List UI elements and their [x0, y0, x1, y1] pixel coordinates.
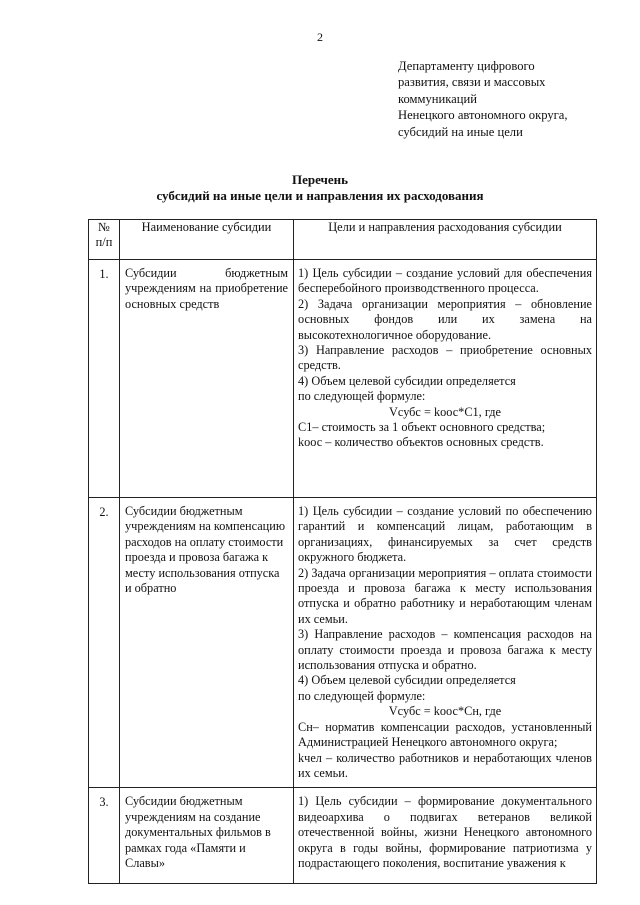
subsidy-name: Субсидии бюджетным учреждениям на компенсацию расходов на оплату стоимости проезда и провоза багажа к месту использования отпуска и обратно [120, 498, 294, 788]
formula: Vсубс = kоос*Сн, где [388, 704, 502, 719]
purpose-paragraph: 1) Цель субсидии – создание условий по обеспечению гарантий и компенсаций лицам, работающим в организациях, финансируемых за счет средств окружного бюджета. [298, 504, 592, 565]
subsidies-table [88, 219, 597, 884]
purpose-paragraph: 1) Цель субсидии – создание условий для обеспечения бесперебойного производственного процесса. [298, 266, 592, 296]
row-number: 2. [89, 498, 120, 788]
row-number: 3. [89, 788, 120, 884]
table-row [89, 260, 597, 498]
purpose-paragraph: 3) Направление расходов – приобретение основных средств. [298, 343, 592, 373]
purpose-paragraph: 4) Объем целевой субсидии определяется [298, 673, 516, 688]
purpose-paragraph: 3) Направление расходов – компенсация расходов на оплату стоимости проезда и провоза багажа к месту использования отпуска и обратно. [298, 627, 592, 673]
document-title: Перечень [291, 172, 349, 187]
addressee-block [398, 58, 618, 140]
addressee-line: Департаменту цифрового [398, 59, 535, 73]
purpose-paragraph: 2) Задача организации мероприятия – обновление основных фондов или их замена на высокотехнологичное оборудование. [298, 296, 592, 342]
purpose-paragraph: kчел – количество работников и неработающих членов их семьи. [298, 750, 592, 780]
purpose-paragraph: C1– стоимость за 1 объект основного средства; [298, 420, 546, 435]
purpose-paragraph: 2) Задача организации мероприятия – оплата стоимости проезда и провоза багажа к месту использования отпуска и обратно работнику и неработающим членам их семьи. [298, 565, 592, 626]
addressee-line: развития, связи и массовых [398, 75, 546, 90]
header-number [89, 220, 120, 260]
header-purpose: Цели и направления расходования субсидии [294, 220, 597, 260]
formula: Vсубс = kоос*C1, где [389, 404, 501, 419]
subsidy-purpose [294, 498, 597, 788]
document-subtitle: субсидий на иные цели и направления их расходования [156, 188, 484, 203]
table-row [89, 498, 597, 788]
header-name: Наименование субсидии [120, 220, 294, 260]
page-number: 2 [317, 30, 323, 44]
subsidy-name: Субсидии бюджетным учреждениям на приобретение основных средств [120, 260, 294, 498]
row-number: 1. [89, 260, 120, 498]
purpose-paragraph: Сн– норматив компенсации расходов, установленный Администрацией Ненецкого автономного округа; [298, 719, 592, 750]
purpose-paragraph: по следующей формуле: [298, 688, 426, 703]
subsidy-name: Субсидии бюджетным учреждениям на создание документальных фильмов в рамках года «Памяти и Славы» [120, 788, 294, 884]
header-number-line: п/п [95, 234, 113, 249]
purpose-paragraph: kоос – количество объектов основных средств. [298, 435, 544, 450]
addressee-line: коммуникаций [398, 91, 477, 106]
header-number-line: № [98, 220, 110, 234]
purpose-paragraph: 1) Цель субсидии – формирование документального видеоархива о подвигах ветеранов великой отечественной войны, жизни Ненецкого автономного округа в годы войны, формирование патриотизма у подрастающего поколения, воспитание уважения к [298, 794, 592, 870]
table-header-row [89, 220, 597, 260]
subsidy-purpose [294, 788, 597, 884]
addressee-line: Ненецкого автономного округа, [398, 108, 568, 123]
subsidy-purpose [294, 260, 597, 498]
purpose-paragraph: по следующей формуле: [298, 389, 426, 404]
table-row [89, 788, 597, 884]
purpose-paragraph: 4) Объем целевой субсидии определяется [298, 373, 516, 388]
addressee-line: субсидий на иные цели [398, 124, 523, 139]
